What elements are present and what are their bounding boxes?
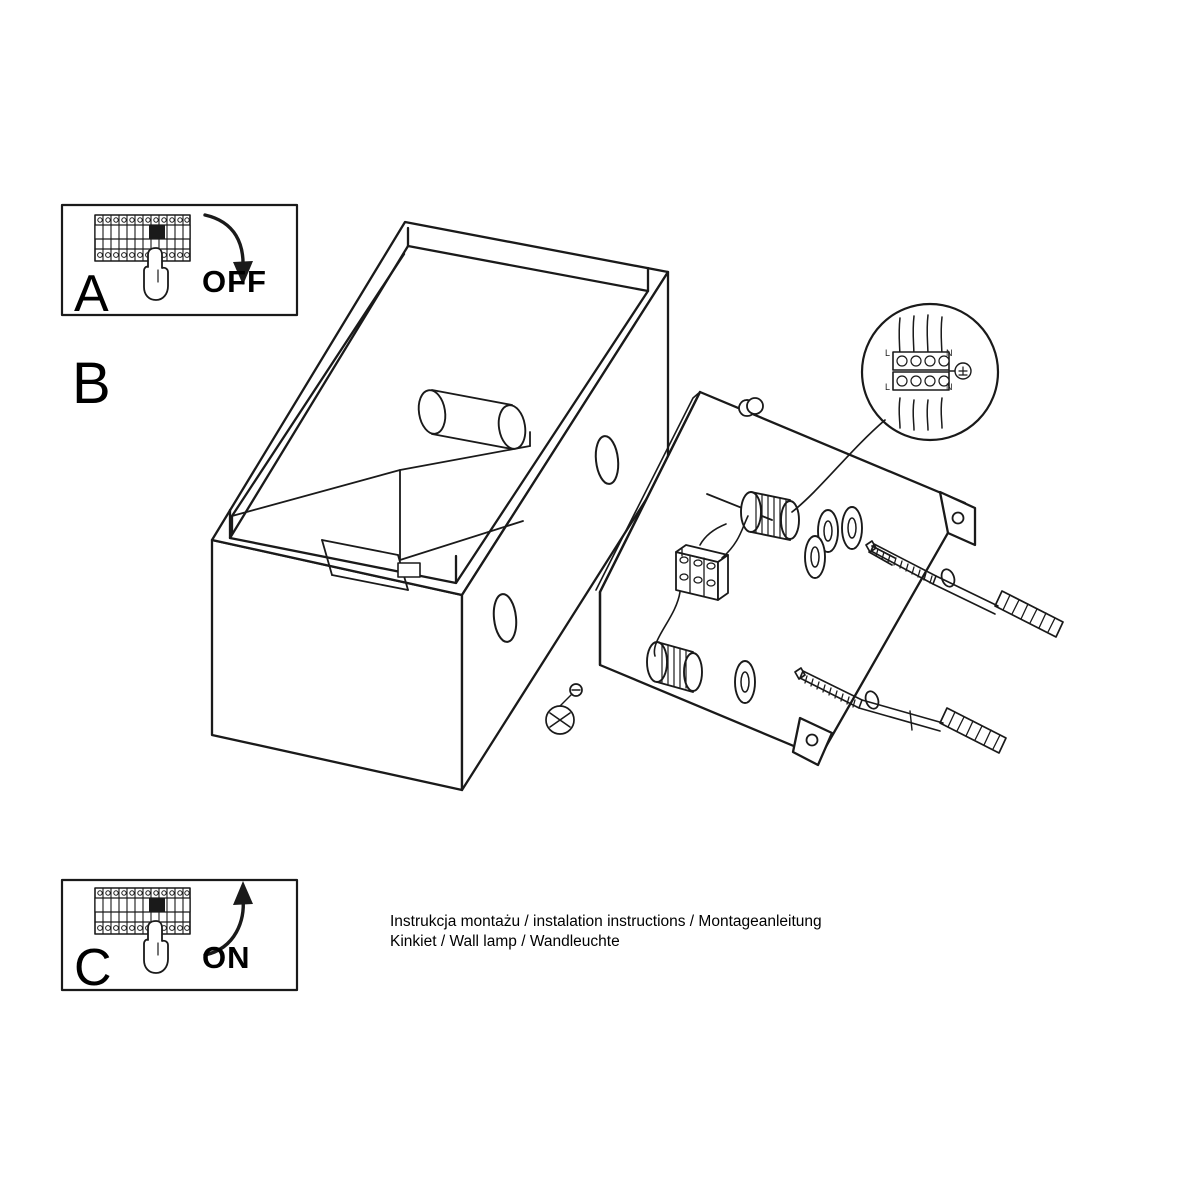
caption-line-2: Kinkiet / Wall lamp / Wandleuchte: [390, 933, 620, 950]
detail-label-N-top: N: [946, 348, 953, 358]
wall-plug-upper: [995, 591, 1063, 637]
socket-ring-nut-upper-2: [842, 507, 862, 549]
panel-c-letter: C: [74, 939, 112, 997]
panel-c-action-label: ON: [202, 940, 251, 975]
detail-label-N-bottom: N: [946, 382, 953, 392]
terminal-block: [676, 545, 728, 600]
socket-ring-nut-lower: [735, 661, 755, 703]
wall-plug-lower: [940, 708, 1006, 753]
grub-screw: [546, 684, 582, 734]
panel-b-letter: B: [72, 351, 111, 416]
panel-a-breaker-icon: [95, 215, 190, 261]
caption-line-1: Instrukcja montażu / instalation instructions / Montageanleitung: [390, 913, 822, 930]
panel-a-action-label: OFF: [202, 264, 267, 299]
detail-label-L-top: L: [885, 348, 891, 358]
socket-ring-nut-upper-3: [805, 536, 825, 578]
panel-a-letter: A: [74, 265, 109, 323]
panel-c-breaker-icon: [95, 888, 190, 934]
detail-label-L-bottom: L: [885, 382, 891, 392]
